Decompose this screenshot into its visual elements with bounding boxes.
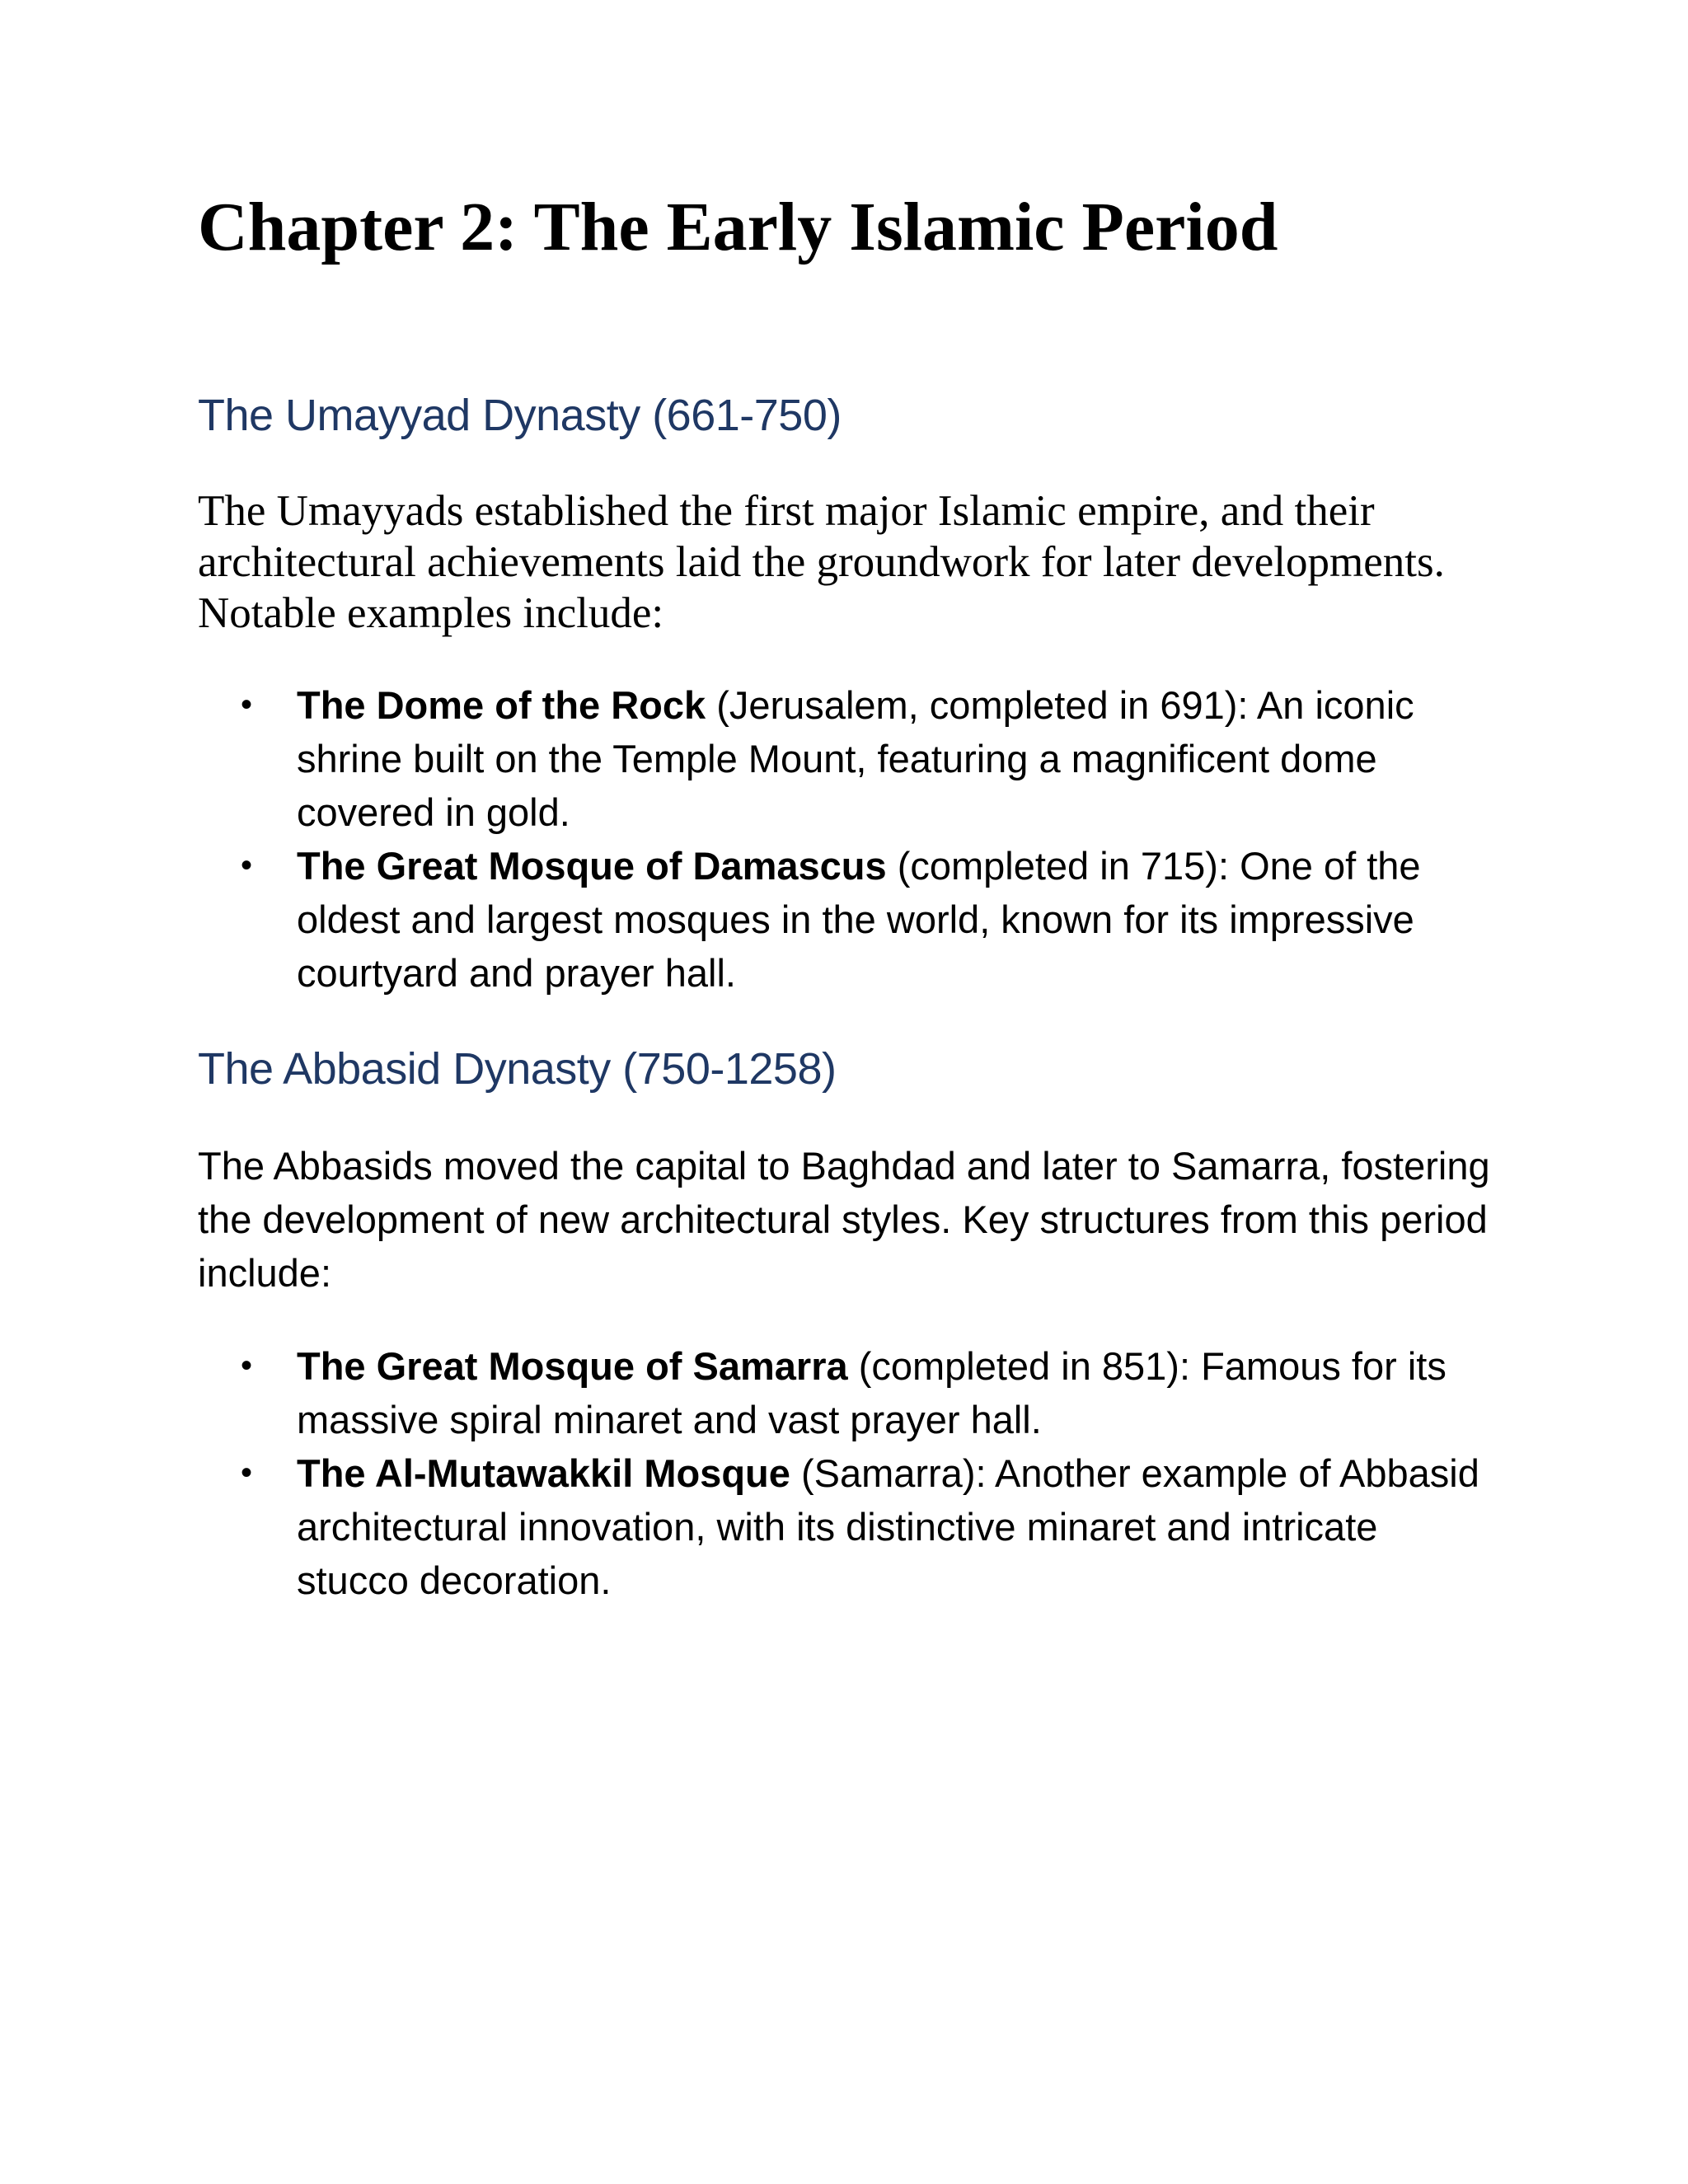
bullet-icon: • (241, 1347, 253, 1384)
list-item (198, 839, 1500, 1000)
section-intro-umayyad: The Umayyads established the first major Islamic empire, and their architectural achievements laid the groundwork for later developments. Notable examples include: (198, 487, 1445, 638)
bullet-icon: • (241, 847, 253, 884)
list-item (198, 678, 1500, 839)
bullet-icon: • (241, 687, 253, 724)
bullet-icon: • (241, 1454, 253, 1491)
section-heading-abbasid: The Abbasid Dynasty (750-1258) (198, 1044, 837, 1094)
bullet-list-umayyad (198, 678, 1500, 1000)
section-intro-abbasid: The Abbasids moved the capital to Baghdad and later to Samarra, fostering the development of new architectural styles. Key structures from this period include: (198, 1143, 1490, 1295)
item-description: (Jerusalem, completed in 691): An iconic shrine built on the Temple Mount, featuring a magnificent dome covered in gold. (297, 683, 1414, 835)
chapter-title: Chapter 2: The Early Islamic Period (198, 189, 1278, 265)
item-name: The Great Mosque of Damascus (297, 844, 887, 888)
bullet-list-abbasid (198, 1339, 1500, 1607)
item-name: The Great Mosque of Samarra (297, 1343, 848, 1388)
list-item (198, 1446, 1500, 1607)
item-name: The Al-Mutawakkil Mosque (297, 1451, 790, 1495)
page-content (198, 190, 1500, 1607)
item-description: (completed in 715): One of the oldest and largest mosques in the world, known for its impressive courtyard and prayer hall. (297, 844, 1421, 996)
item-name: The Dome of the Rock (297, 683, 706, 728)
list-item (198, 1339, 1500, 1446)
section-heading-umayyad: The Umayyad Dynasty (661-750) (198, 391, 842, 441)
item-description: (Samarra): Another example of Abbasid architectural innovation, with its distinctive minaret and intricate stucco decoration. (297, 1451, 1479, 1602)
item-description: (completed in 851): Famous for its massive spiral minaret and vast prayer hall. (297, 1343, 1447, 1441)
